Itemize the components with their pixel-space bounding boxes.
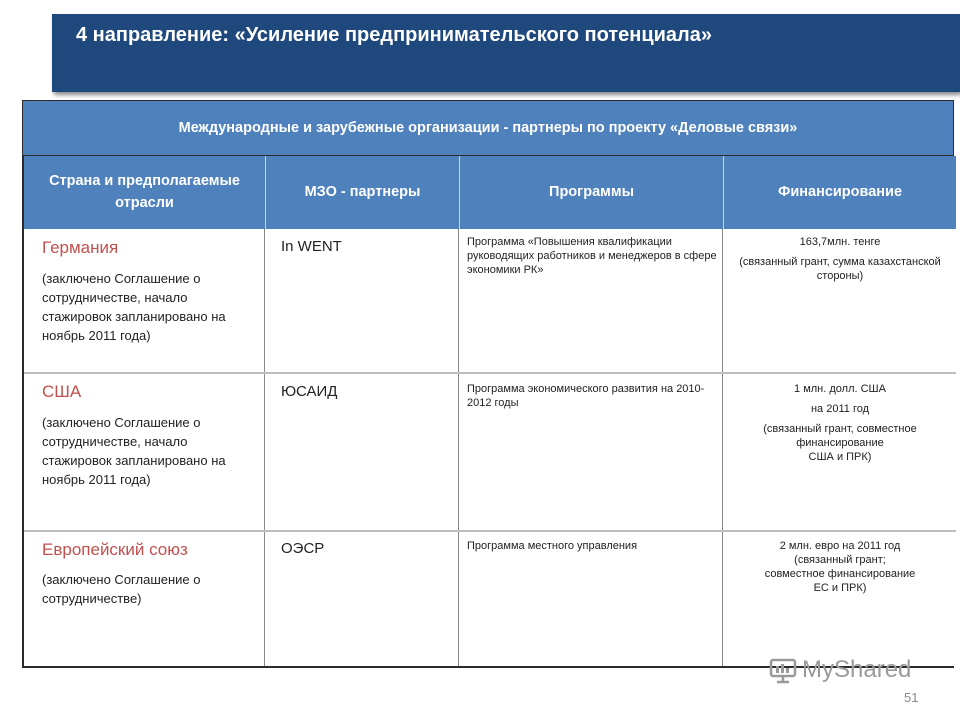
funding-line: (связанный грант; bbox=[794, 554, 886, 566]
program-text: Программа экономического развития на 2010-2012 годы bbox=[467, 383, 705, 409]
partner-name: ЮСАИД bbox=[281, 383, 338, 400]
watermark-text: MyShared bbox=[802, 656, 912, 683]
org-header: Международные и зарубежные организации - партнеры по проекту «Деловые связи» bbox=[22, 100, 954, 156]
program-text: Программа местного управления bbox=[467, 540, 638, 552]
column-divider bbox=[722, 229, 723, 666]
country-germany: Германия bbox=[42, 238, 119, 257]
presentation-icon bbox=[768, 656, 798, 684]
partners-table bbox=[22, 156, 954, 668]
funding-line: 2 млн. евро на 2011 год bbox=[779, 540, 901, 552]
funding-line: на 2011 год bbox=[810, 403, 870, 415]
funding-cell bbox=[729, 235, 951, 283]
row-divider bbox=[24, 530, 956, 532]
row-divider bbox=[24, 372, 956, 374]
funding-line: США и ПРК) bbox=[808, 451, 872, 463]
funding-line: (связанный грант, сумма казахстанской стороны) bbox=[739, 256, 941, 282]
column-divider bbox=[458, 229, 459, 666]
page-number: 51 bbox=[904, 690, 919, 705]
program-text: Программа «Повышения квалификации руководящих работников и менеджеров в сфере экономики РК» bbox=[467, 236, 717, 276]
country-eu: Европейский союз bbox=[42, 540, 188, 559]
partner-name: ОЭСР bbox=[281, 540, 325, 557]
slide-title: 4 направление: «Усиление предпринимательского потенциала» bbox=[76, 24, 712, 46]
country-note: (заключено Соглашение о сотрудничестве) bbox=[42, 572, 201, 606]
funding-line: (связанный грант, совместное финансирование bbox=[763, 423, 917, 449]
column-divider bbox=[264, 229, 265, 666]
watermark bbox=[768, 656, 911, 684]
partner-name: In WENT bbox=[281, 238, 342, 255]
column-header-partners: МЗО - партнеры bbox=[266, 156, 460, 229]
funding-line: 163,7млн. тенге bbox=[799, 236, 881, 248]
column-header-country: Страна и предполагаемые отрасли bbox=[24, 156, 266, 229]
funding-cell bbox=[729, 539, 951, 595]
funding-line: совместное финансирование bbox=[764, 568, 916, 580]
country-usa: США bbox=[42, 382, 82, 401]
column-header-funding: Финансирование bbox=[724, 156, 956, 229]
funding-line: ЕС и ПРК) bbox=[813, 582, 867, 594]
country-note: (заключено Соглашение о сотрудничестве, начало стажировок запланировано на ноябрь 2011 года) bbox=[42, 415, 226, 487]
funding-cell bbox=[729, 382, 951, 464]
column-header-programs: Программы bbox=[460, 156, 724, 229]
funding-line: 1 млн. долл. США bbox=[794, 383, 886, 395]
country-note: (заключено Соглашение о сотрудничестве, начало стажировок запланировано на ноябрь 2011 года) bbox=[42, 271, 226, 343]
